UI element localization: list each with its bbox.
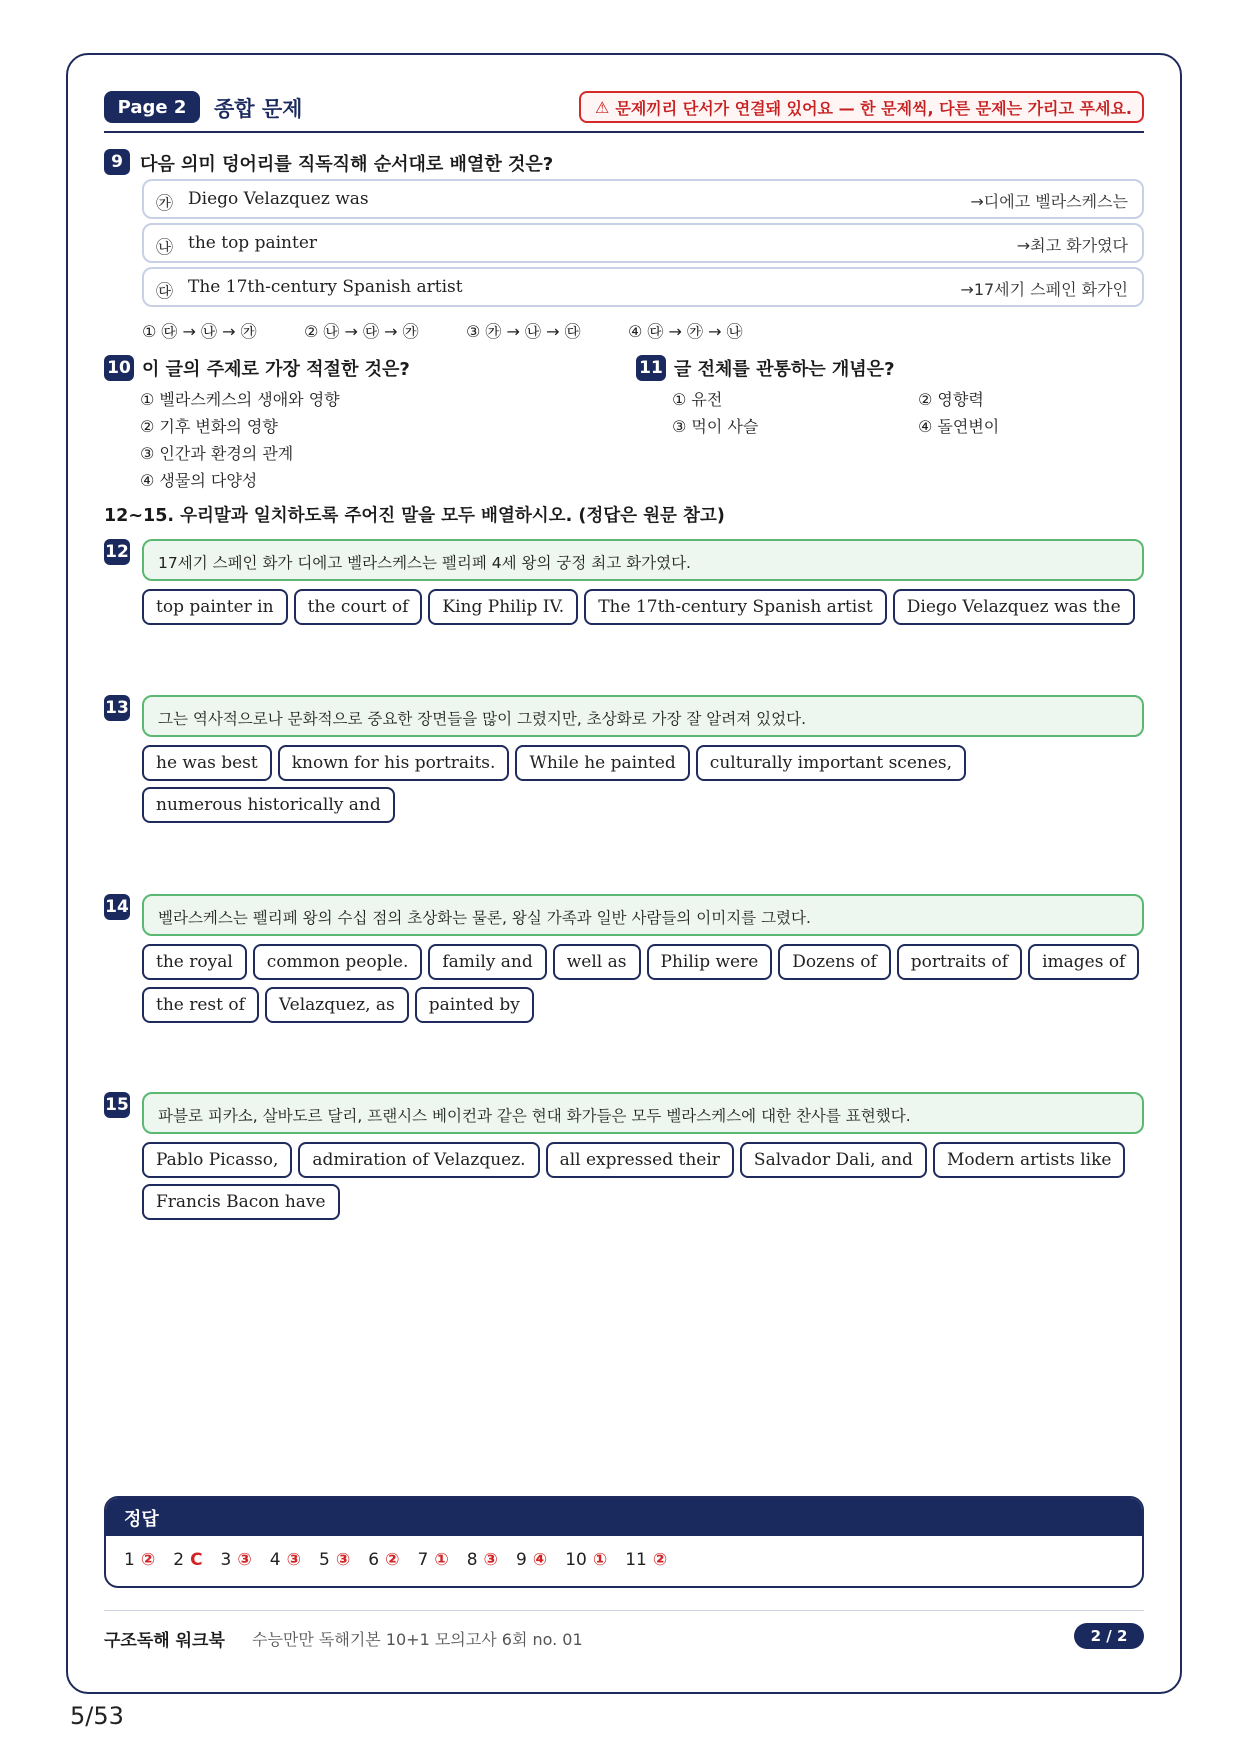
answer-item [368,1550,399,1570]
worksheet-page [66,53,1182,1694]
pdf-page-counter: 5/53 [70,1702,124,1730]
word-chip[interactable]: known for his portraits. [278,745,510,781]
footer-page-indicator: 2 / 2 [1074,1623,1144,1649]
answer-item [319,1550,350,1570]
word-chip[interactable]: the rest of [142,987,259,1023]
word-chip[interactable]: top painter in [142,589,288,625]
answer-item [417,1550,448,1570]
footer-divider [104,1610,1144,1611]
word-chip[interactable]: painted by [415,987,534,1023]
word-chip[interactable]: Modern artists like [933,1142,1126,1178]
answer-number: 4 [269,1550,281,1570]
footer-subtitle: 수능만만 독해기본 10+1 모의고사 6회 no. 01 [252,1630,583,1649]
word-chip[interactable]: well as [553,944,641,980]
word-chip[interactable]: The 17th-century Spanish artist [584,589,887,625]
answer-number: 10 [565,1550,587,1570]
page-badge: Page 2 [104,91,200,123]
answer-number: 1 [124,1550,135,1570]
chunk-korean: →디에고 벨라스케스는 [970,192,1128,211]
q9-chunk-3 [142,267,1144,307]
answer-list [106,1536,1142,1570]
answer-number: 9 [515,1550,527,1570]
word-chip[interactable]: admiration of Velazquez. [298,1142,539,1178]
answer-value: ③ [286,1550,302,1570]
q15-chip-line-2 [142,1184,340,1220]
answer-number: 2 [173,1550,185,1570]
answer-value: ① [434,1550,449,1570]
q9-chunk-2 [142,223,1144,263]
q15-number: 15 [104,1092,130,1118]
answer-item [173,1550,202,1570]
answer-item [516,1550,547,1570]
answer-number: 5 [319,1550,330,1570]
answer-number: 7 [417,1550,429,1570]
q15-chip-line-1 [142,1142,1125,1178]
answer-value: ② [385,1550,400,1570]
word-chip[interactable]: Philip were [647,944,773,980]
word-chip[interactable]: King Philip IV. [428,589,578,625]
chunk-english: Diego Velazquez was [188,189,369,209]
answer-value: ③ [335,1550,351,1570]
chunk-korean: →최고 화가였다 [1016,236,1128,255]
word-chip[interactable]: common people. [253,944,423,980]
answer-item [565,1550,607,1570]
q10-title: 이 글의 주제로 가장 적절한 것은? [142,359,410,380]
answer-value: C [190,1550,203,1570]
q14-korean-prompt: 벨라스케스는 펠리페 왕의 수십 점의 초상화는 물론, 왕실 가족과 일반 사람들의 이미지를 그렸다. [142,894,1144,936]
q9-option-2[interactable]: ② ㉯ → ㉰ → ㉮ [304,322,419,341]
q14-number: 14 [104,894,130,920]
answer-value: ① [592,1550,608,1570]
q10-option-1[interactable]: ① 벨라스케스의 생애와 영향 [140,390,340,409]
footer-title: 구조독해 워크북 [104,1631,225,1651]
q12-number: 12 [104,539,130,565]
warning-text: 문제끼리 단서가 연결돼 있어요 — 한 문제씩, 다른 문제는 가리고 푸세요. [615,98,1132,118]
answer-key-title: 정답 [106,1498,1142,1536]
q11-option-3[interactable]: ③ 먹이 사슬 [672,417,759,436]
q11-title: 글 전체를 관통하는 개념은? [674,359,895,380]
chunk-english: The 17th-century Spanish artist [188,277,463,297]
answer-item [270,1550,301,1570]
word-chip[interactable]: Pablo Picasso, [142,1142,292,1178]
word-chip[interactable]: Salvador Dali, and [740,1142,927,1178]
chunk-mark: ㉰ [156,282,173,302]
answer-value: ③ [237,1550,252,1570]
word-chip[interactable]: Diego Velazquez was the [893,589,1135,625]
q11-option-4[interactable]: ④ 돌연변이 [918,417,1000,436]
q14-chip-line-1 [142,944,1139,980]
q13-number: 13 [104,695,130,721]
answer-value: ④ [532,1550,548,1570]
q15-korean-prompt: 파블로 피카소, 살바도르 달리, 프랜시스 베이컨과 같은 현대 화가들은 모두 벨라스케스에 대한 찬사를 표현했다. [142,1092,1144,1134]
word-chip[interactable]: portraits of [897,944,1022,980]
answer-value: ③ [483,1550,498,1570]
chunk-mark: ㉮ [156,194,173,214]
word-chip[interactable]: culturally important scenes, [696,745,966,781]
answer-number: 3 [220,1550,232,1570]
q11-number: 11 [636,355,666,381]
section-12-15-title: 12~15. 우리말과 일치하도록 주어진 말을 모두 배열하시오. (정답은 원문 참고) [104,506,725,526]
q10-option-3[interactable]: ③ 인간과 환경의 관계 [140,444,294,463]
warning-banner [579,91,1144,123]
q9-title: 다음 의미 덩어리를 직독직해 순서대로 배열한 것은? [140,154,554,175]
word-chip[interactable]: numerous historically and [142,787,395,823]
answer-item [124,1550,155,1570]
answer-item [467,1550,498,1570]
q11-option-1[interactable]: ① 유전 [672,390,723,409]
answer-item [625,1550,667,1570]
word-chip[interactable]: all expressed their [546,1142,734,1178]
word-chip[interactable]: Dozens of [778,944,891,980]
q9-chunk-1 [142,179,1144,219]
q11-option-2[interactable]: ② 영향력 [918,390,984,409]
q12-chip-line-1 [142,589,1135,625]
word-chip[interactable]: While he painted [515,745,689,781]
q13-chip-line-1 [142,745,966,781]
word-chip[interactable]: the court of [294,589,423,625]
answer-number: 8 [466,1550,478,1570]
word-chip[interactable]: family and [428,944,546,980]
answer-key [104,1496,1144,1588]
q13-korean-prompt: 그는 역사적으로나 문화적으로 중요한 장면들을 많이 그렸지만, 초상화로 가장 잘 알려져 있었다. [142,695,1144,737]
section-title: 종합 문제 [214,97,303,121]
q9-option-1[interactable]: ① ㉰ → ㉯ → ㉮ [142,322,257,341]
answer-value: ② [140,1550,156,1570]
q9-option-3[interactable]: ③ ㉮ → ㉯ → ㉰ [466,322,581,341]
chunk-english: the top painter [188,233,318,253]
q10-number: 10 [104,355,134,381]
q13-chip-line-2 [142,787,395,823]
answer-value: ② [652,1550,668,1570]
q9-option-4[interactable]: ④ ㉰ → ㉮ → ㉯ [628,322,743,341]
word-chip[interactable]: he was best [142,745,272,781]
q12-korean-prompt: 17세기 스페인 화가 디에고 벨라스케스는 펠리페 4세 왕의 궁정 최고 화가였다. [142,539,1144,581]
page-header [104,91,1144,133]
answer-item [221,1550,252,1570]
word-chip[interactable]: Velazquez, as [265,987,409,1023]
q9-number: 9 [104,149,130,175]
word-chip[interactable]: images of [1028,944,1139,980]
answer-number: 6 [368,1550,380,1570]
chunk-korean: →17세기 스페인 화가인 [960,280,1128,299]
word-chip[interactable]: Francis Bacon have [142,1184,340,1220]
q10-option-2[interactable]: ② 기후 변화의 영향 [140,417,278,436]
chunk-mark: ㉯ [156,238,173,258]
q10-option-4[interactable]: ④ 생물의 다양성 [140,471,258,490]
word-chip[interactable]: the royal [142,944,247,980]
q14-chip-line-2 [142,987,534,1023]
warning-icon: ⚠ [595,97,610,117]
answer-number: 11 [625,1550,647,1570]
